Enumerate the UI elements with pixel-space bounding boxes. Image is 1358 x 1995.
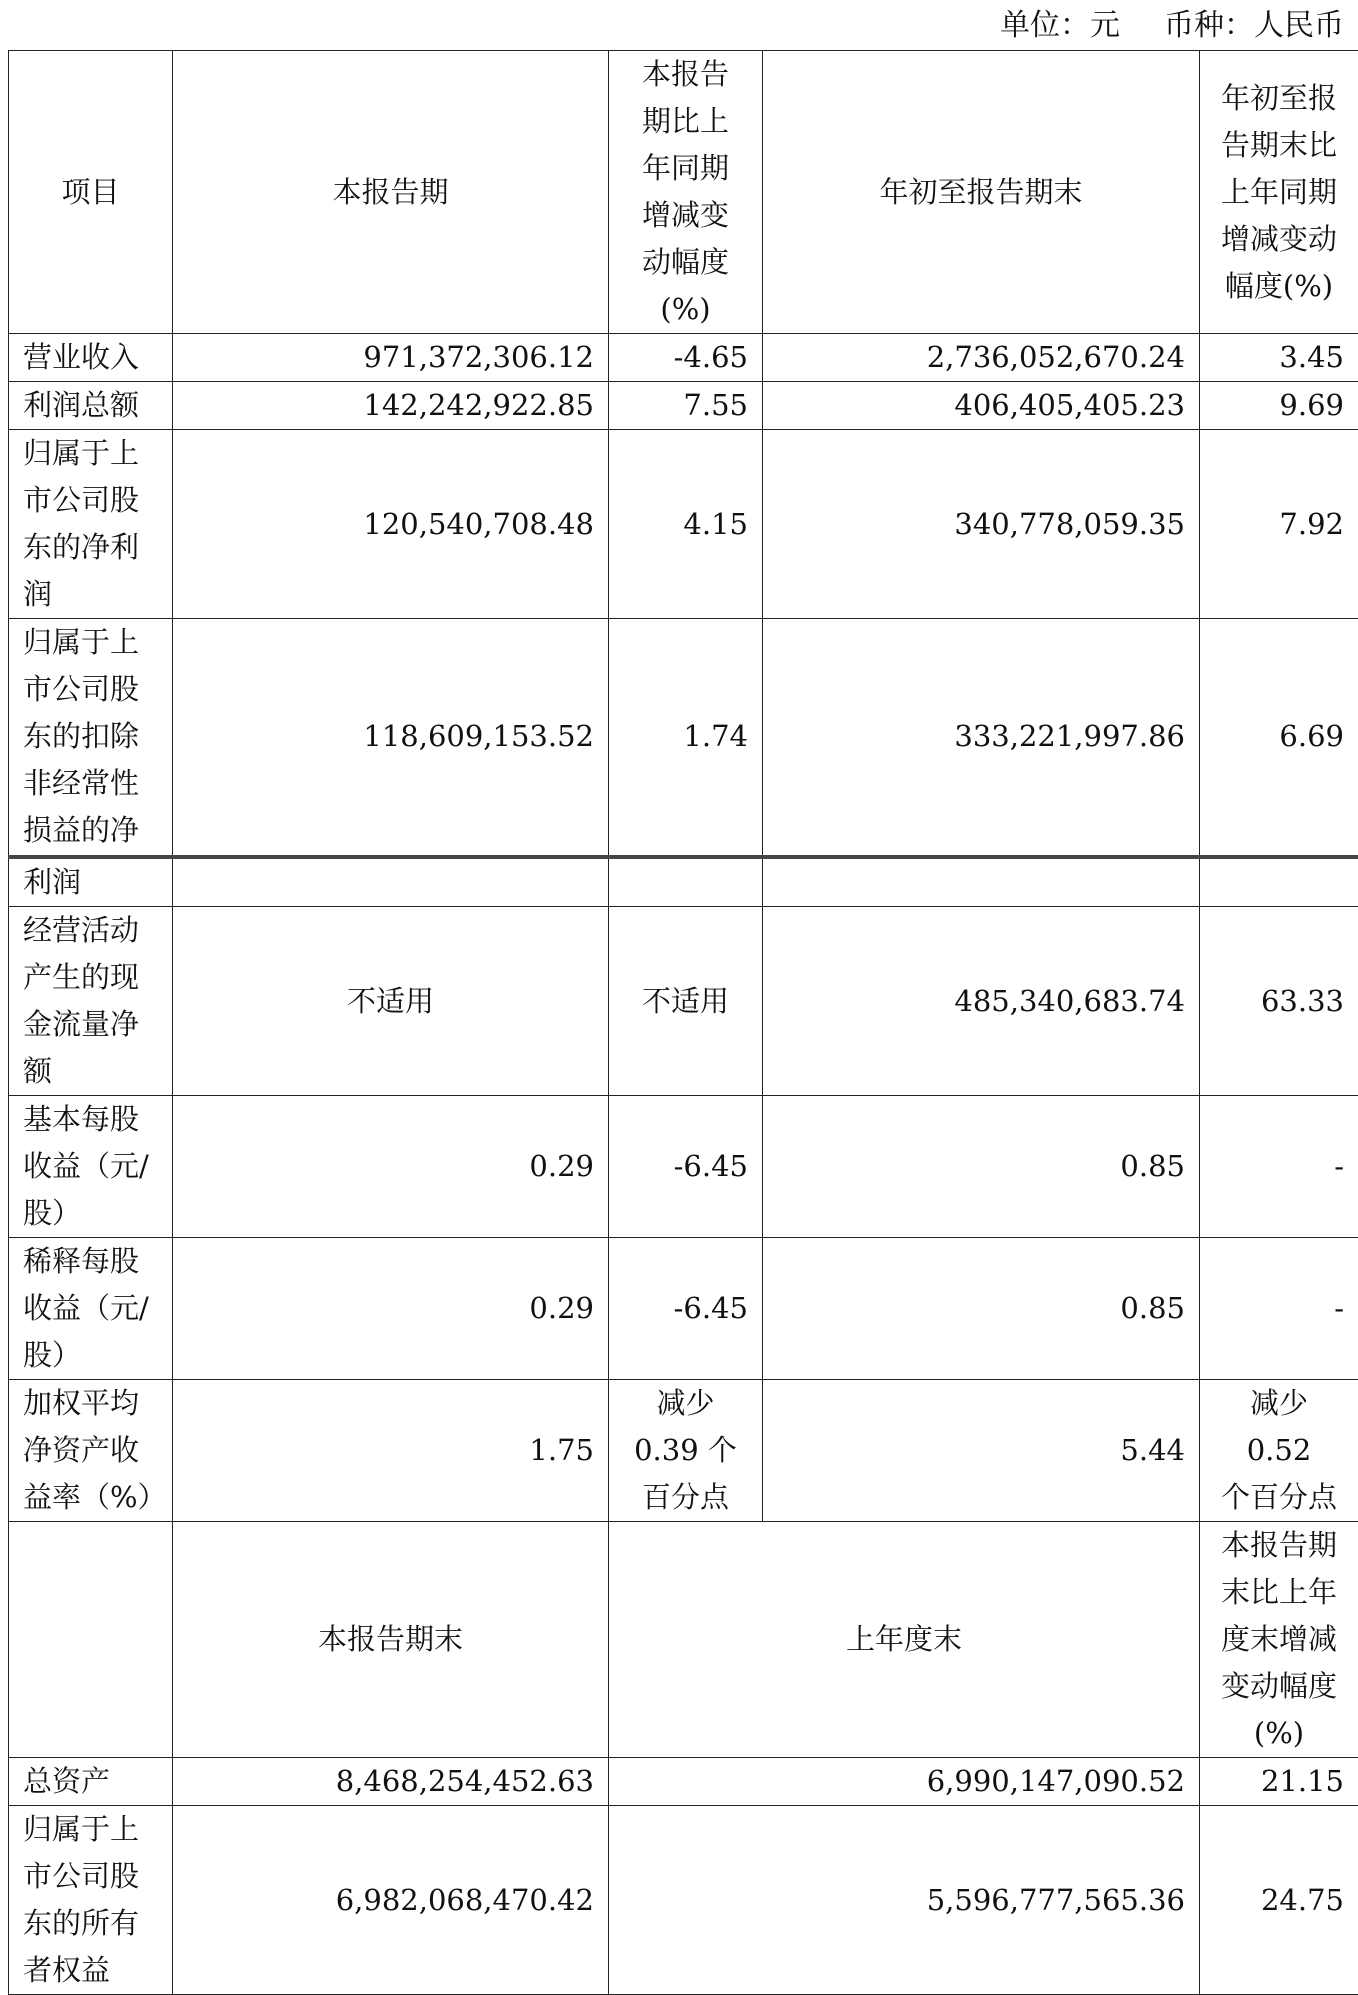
ytd-change-value [1200,857,1358,907]
header-item-empty [9,1522,173,1758]
text-line: 归属于上 [23,1806,158,1853]
ytd-value: 0.85 [763,1096,1200,1238]
text-line: 增减变 [623,192,748,239]
row-label [9,382,173,430]
text-line: 利润 [23,859,158,906]
currency-label: 币种：人民币 [1164,8,1344,43]
ytd-value: 0.85 [763,1238,1200,1380]
current-change-value [609,857,763,907]
current-value: 0.29 [173,1096,609,1238]
ytd-change-value [1200,382,1358,430]
current-change-value [609,619,763,857]
ytd-value: 485,340,683.74 [763,907,1200,1096]
row-label [9,1096,173,1238]
text-line: 收益（元/ [23,1285,158,1332]
text-line: 动幅度 [623,239,748,286]
text-line: 9.69 [1214,382,1344,429]
balance-change-value: 21.15 [1200,1758,1358,1806]
ytd-change-value [1200,907,1358,1096]
current-change-value [609,1238,763,1380]
table-row [9,1806,1358,1995]
text-line: 本报告期 [1214,1522,1344,1569]
table-row [9,1238,1358,1380]
text-line: 0.39 个 [623,1427,748,1474]
text-line: -4.65 [623,334,748,381]
text-line: 3.45 [1214,334,1344,381]
row-label [9,1238,173,1380]
table-row [9,334,1358,382]
text-line: 营业收入 [23,334,158,381]
current-change-value [609,1380,763,1522]
period-end-value: 6,982,068,470.42 [173,1806,609,1995]
row-label [9,619,173,857]
header-row-balance [9,1522,1358,1758]
text-line: 总资产 [23,1758,158,1805]
ytd-value: 5.44 [763,1380,1200,1522]
text-line: 益率（%） [23,1474,158,1521]
text-line: 市公司股 [23,1853,158,1900]
header-row-period [9,51,1358,334]
ytd-value: 340,778,059.35 [763,430,1200,619]
text-line: 末比上年 [1214,1569,1344,1616]
text-line: 63.33 [1214,978,1344,1025]
text-line: 变动幅度 [1214,1663,1344,1710]
text-line: 年同期 [623,145,748,192]
text-line: 4.15 [623,501,748,548]
header-period-end: 本报告期末 [173,1522,609,1758]
text-line: 减少 0.52 [1214,1380,1344,1474]
text-line: 1.74 [623,713,748,760]
table-row [9,619,1358,857]
row-label [9,334,173,382]
text-line: 增减变动 [1214,216,1344,263]
text-line: -6.45 [623,1285,748,1332]
ytd-change-value [1200,1380,1358,1522]
text-line: 年初至报 [1214,75,1344,122]
text-line: 7.92 [1214,501,1344,548]
text-line: 7.55 [623,382,748,429]
text-line: 期比上 [623,98,748,145]
row-label [9,857,173,907]
unit-label: 单位：元 [1000,8,1120,43]
text-line: 幅度(%) [1214,263,1344,310]
header-current-period: 本报告期 [173,51,609,334]
text-line: 收益（元/ [23,1143,158,1190]
text-line: 产生的现 [23,954,158,1001]
text-line: 减少 [623,1380,748,1427]
current-change-value [609,334,763,382]
ytd-change-value [1200,334,1358,382]
header-ytd: 年初至报告期末 [763,51,1200,334]
text-line: 市公司股 [23,666,158,713]
financial-data-table [8,50,1358,1995]
current-value [173,857,609,907]
ytd-change-value [1200,1096,1358,1238]
table-row [9,1096,1358,1238]
table-row [9,907,1358,1096]
text-line: 不适用 [623,978,748,1025]
text-line: 净资产收 [23,1427,158,1474]
text-line: 利润总额 [23,382,158,429]
text-line: 基本每股 [23,1096,158,1143]
text-line: 上年同期 [1214,169,1344,216]
ytd-change-value [1200,619,1358,857]
text-line: (%) [1214,1710,1344,1757]
header-prior-year-end: 上年度末 [609,1522,1200,1758]
text-line: 东的净利 [23,524,158,571]
text-line: - [1214,1143,1344,1190]
text-line: 者权益 [23,1947,158,1994]
text-line: 损益的净 [23,807,158,854]
text-line: 额 [23,1048,158,1095]
prior-year-end-value: 5,596,777,565.36 [609,1806,1200,1995]
current-change-value [609,907,763,1096]
table-row [9,430,1358,619]
ytd-value: 333,221,997.86 [763,619,1200,857]
table-row [9,382,1358,430]
text-line: (%) [623,286,748,333]
current-value: 142,242,922.85 [173,382,609,430]
header-current-change [609,51,763,334]
text-line: 非经常性 [23,760,158,807]
text-line: 6.69 [1214,713,1344,760]
row-label [9,1758,173,1806]
text-line: 本报告 [623,51,748,98]
ytd-change-value [1200,430,1358,619]
text-line: 金流量净 [23,1001,158,1048]
text-line: 东的扣除 [23,713,158,760]
ytd-change-value [1200,1238,1358,1380]
current-value: 不适用 [173,907,609,1096]
text-line: 东的所有 [23,1900,158,1947]
header-ytd-change [1200,51,1358,334]
current-change-value [609,1096,763,1238]
balance-change-value: 24.75 [1200,1806,1358,1995]
text-line: 润 [23,571,158,618]
table-row [9,1380,1358,1522]
text-line: 归属于上 [23,430,158,477]
row-label [9,1806,173,1995]
text-line: 百分点 [623,1474,748,1521]
text-line: 股） [23,1190,158,1237]
table-row [9,857,1358,907]
text-line: 告期末比 [1214,122,1344,169]
current-value: 1.75 [173,1380,609,1522]
text-line: 经营活动 [23,907,158,954]
unit-currency-line [996,6,1344,46]
row-label [9,1380,173,1522]
current-value: 118,609,153.52 [173,619,609,857]
current-change-value [609,382,763,430]
text-line: - [1214,1285,1344,1332]
row-label [9,907,173,1096]
text-line: 市公司股 [23,477,158,524]
text-line: 稀释每股 [23,1238,158,1285]
text-line: 个百分点 [1214,1474,1344,1521]
row-label [9,430,173,619]
header-balance-change [1200,1522,1358,1758]
ytd-value [763,857,1200,907]
prior-year-end-value: 6,990,147,090.52 [609,1758,1200,1806]
period-end-value: 8,468,254,452.63 [173,1758,609,1806]
current-value: 971,372,306.12 [173,334,609,382]
text-line: -6.45 [623,1143,748,1190]
text-line: 归属于上 [23,619,158,666]
text-line: 股） [23,1332,158,1379]
ytd-value: 406,405,405.23 [763,382,1200,430]
table-row [9,1758,1358,1806]
text-line: 度末增减 [1214,1616,1344,1663]
text-line: 加权平均 [23,1380,158,1427]
current-change-value [609,430,763,619]
header-item: 项目 [9,51,173,334]
ytd-value: 2,736,052,670.24 [763,334,1200,382]
current-value: 120,540,708.48 [173,430,609,619]
current-value: 0.29 [173,1238,609,1380]
